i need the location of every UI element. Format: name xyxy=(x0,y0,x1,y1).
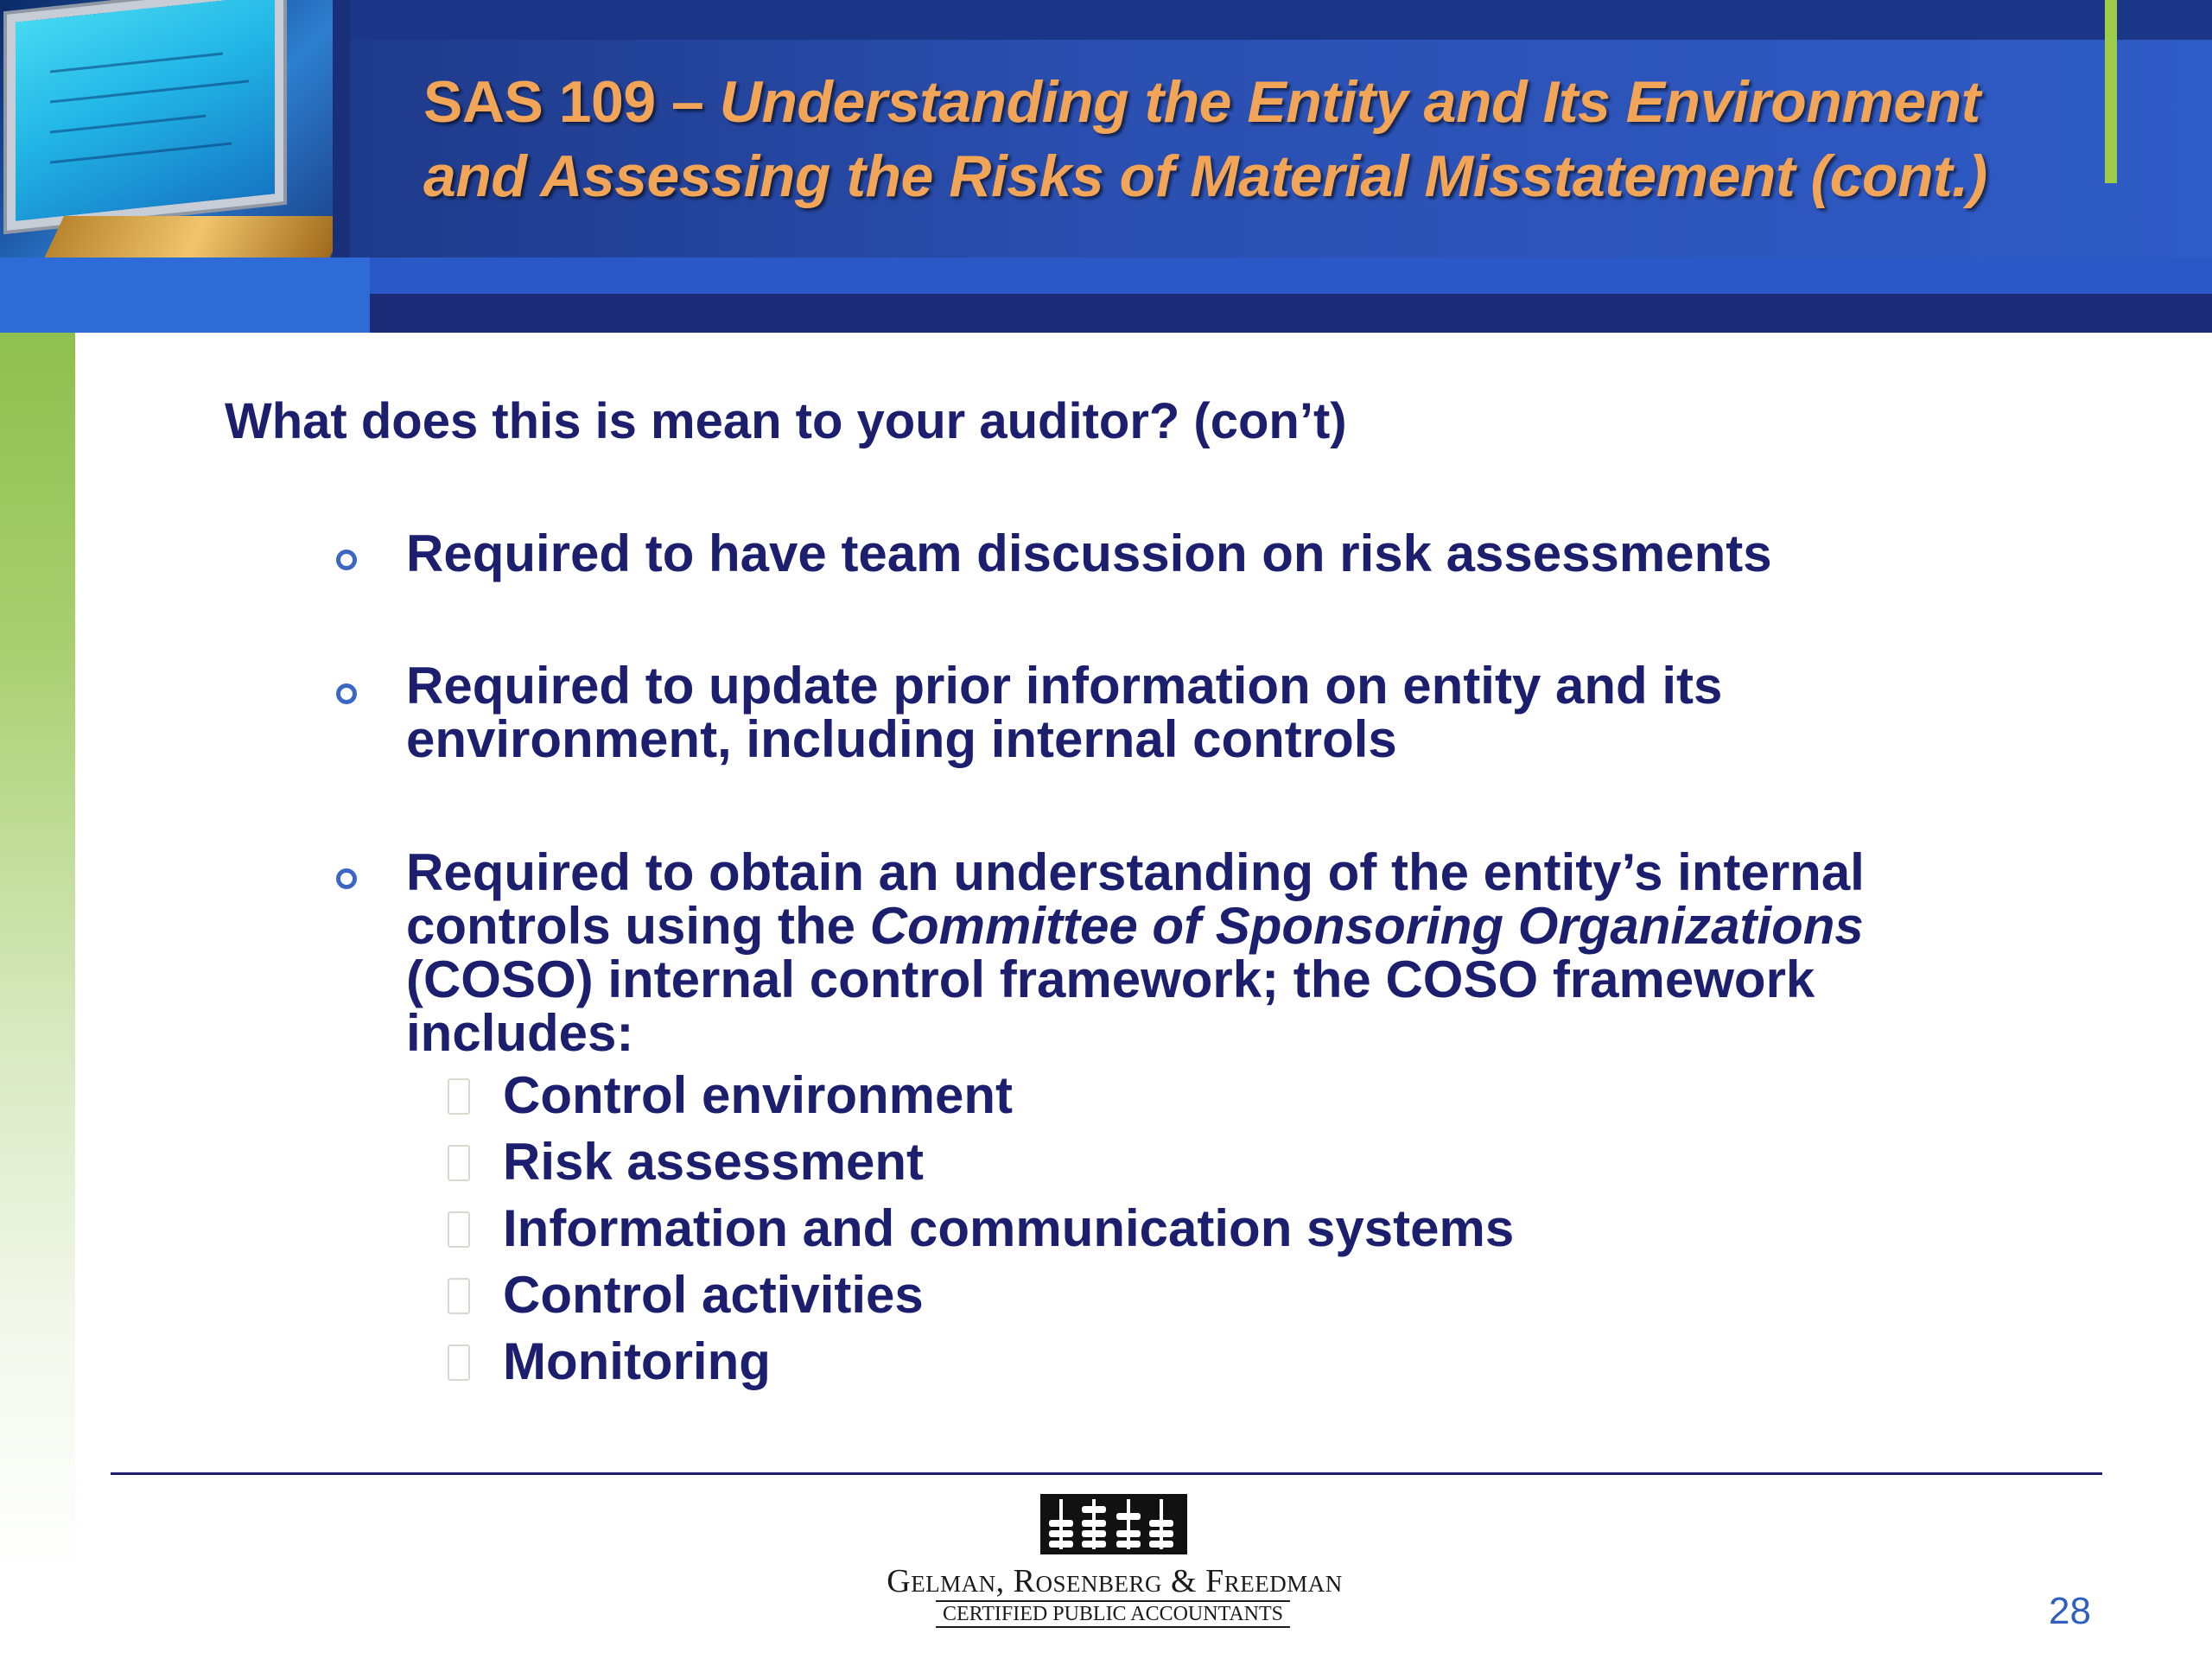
title-prefix: SAS 109 – xyxy=(423,69,720,135)
title-emphasis: Understanding the Entity and Its Environment xyxy=(719,69,1980,135)
header-left-block xyxy=(0,257,370,333)
page-number: 28 xyxy=(2049,1590,2091,1632)
coso-component: Information and communication systems xyxy=(503,1199,1515,1257)
bullet-circle-icon xyxy=(336,868,357,889)
bullet-text-italic: Committee of Sponsoring Organizations xyxy=(869,897,1864,955)
slide-header xyxy=(0,0,2212,333)
slide-title xyxy=(423,65,2100,213)
bullet-text-end: (COSO) internal control framework; the COSO framework includes: xyxy=(406,950,1815,1062)
left-gradient-sidebar xyxy=(0,333,75,1577)
coso-component: Control activities xyxy=(503,1266,924,1324)
monitor-base xyxy=(40,216,333,257)
footer-rule xyxy=(111,1472,2102,1475)
coso-component: Monitoring xyxy=(503,1332,771,1390)
header-top-strip xyxy=(350,0,2212,40)
photo-divider xyxy=(333,0,350,257)
bullet-circle-icon xyxy=(336,550,357,570)
title-line-2: and Assessing the Risks of Material Misstatement (cont.) xyxy=(423,143,1987,209)
slide-heading: What does this is mean to your auditor? (con’t) xyxy=(225,393,1347,449)
checkbox-square-icon xyxy=(448,1211,470,1248)
checkbox-square-icon xyxy=(448,1344,470,1381)
checkbox-square-icon xyxy=(448,1145,470,1181)
checkbox-square-icon xyxy=(448,1278,470,1314)
header-dark-strip xyxy=(370,294,2212,333)
bullet-text-start: Required to obtain an understanding of the entity’s internal controls using the xyxy=(406,843,1865,955)
coso-component: Control environment xyxy=(503,1066,1014,1124)
checkbox-square-icon xyxy=(448,1078,470,1115)
firm-name: Gelman, Rosenberg & Freedman xyxy=(887,1563,1343,1599)
bullet-item: Required to have team discussion on risk assessments xyxy=(406,524,1772,582)
bullet-circle-icon xyxy=(336,683,357,704)
computer-monitor-photo xyxy=(0,0,333,257)
abacus-logo-icon xyxy=(1040,1494,1187,1554)
monitor-screen-icon xyxy=(16,0,275,221)
firm-subtitle: CERTIFIED PUBLIC ACCOUNTANTS xyxy=(936,1600,1290,1628)
title-line-1 xyxy=(423,65,2100,139)
green-accent-bar xyxy=(2105,0,2117,183)
coso-component: Risk assessment xyxy=(503,1133,924,1191)
bullet-item: Required to update prior information on entity and its environment, including internal controls xyxy=(406,657,1723,768)
bullet-item-coso xyxy=(406,843,1987,1062)
